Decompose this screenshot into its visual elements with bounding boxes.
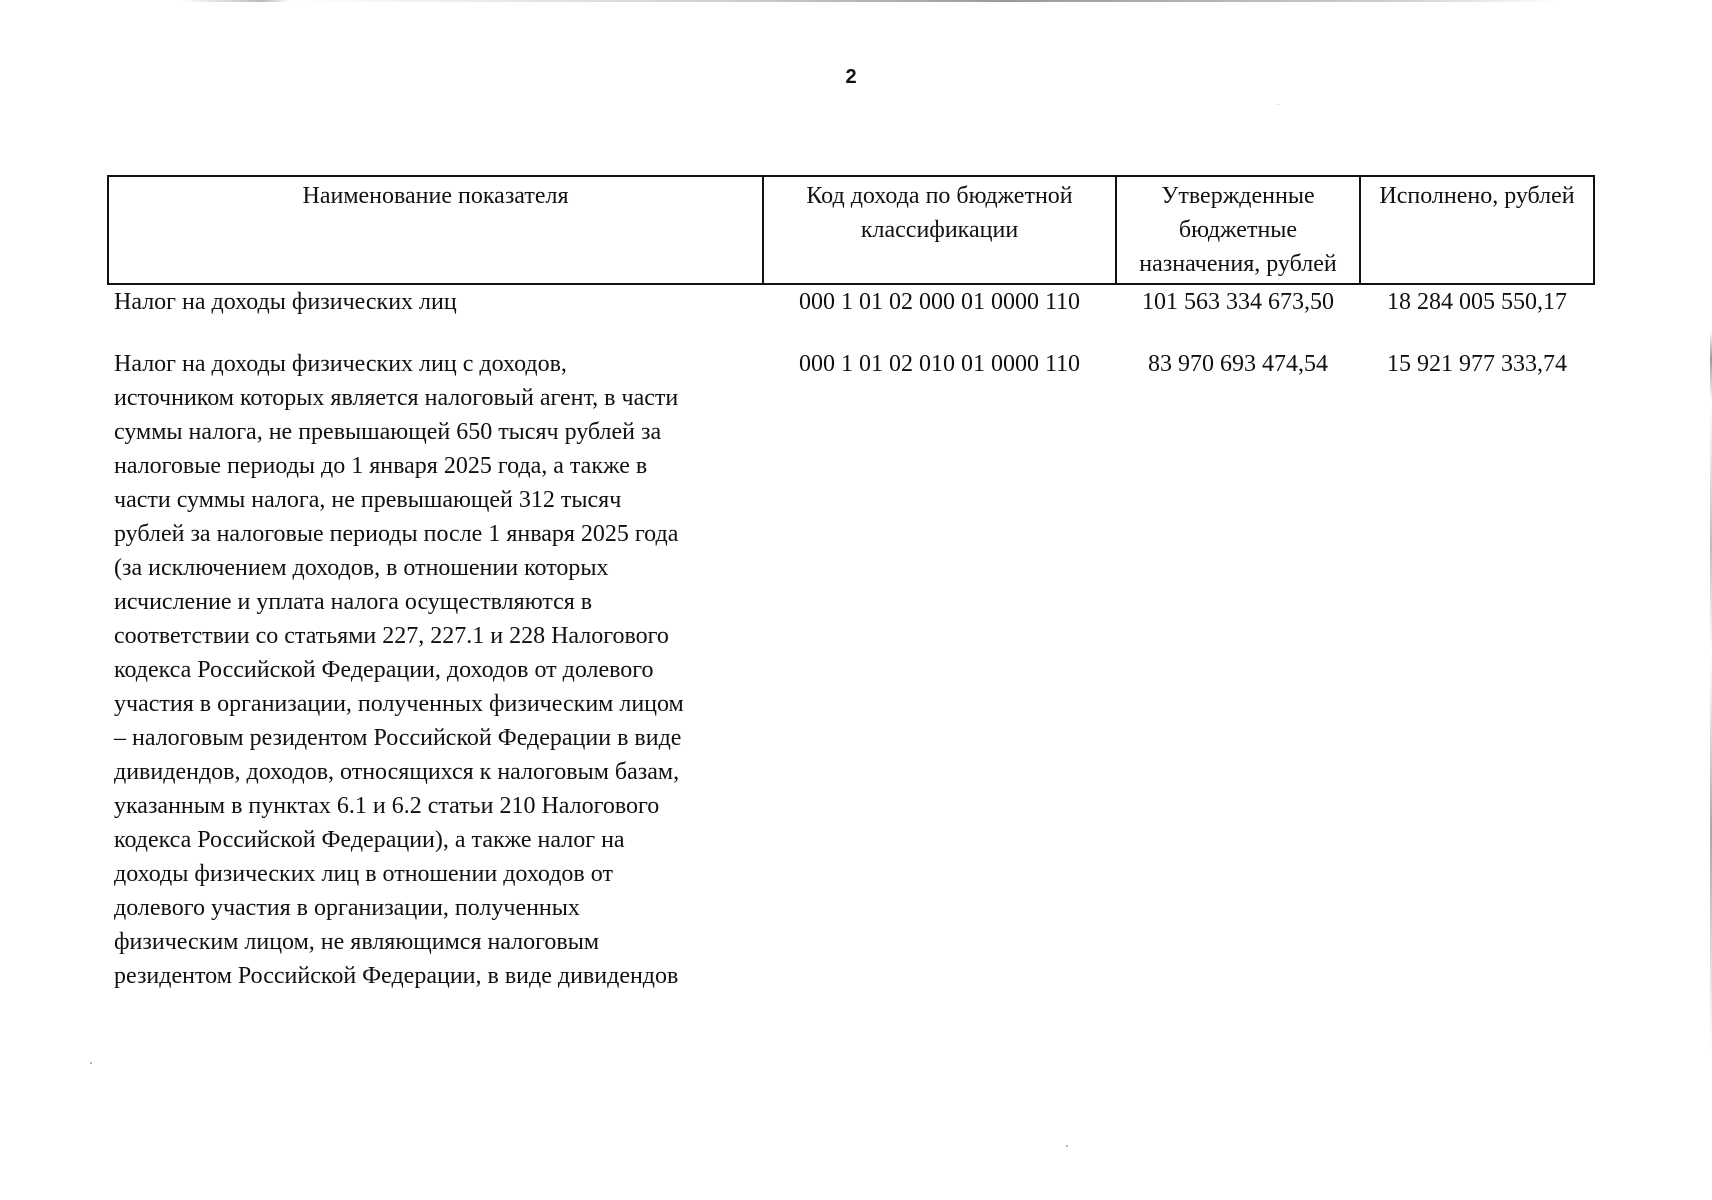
indicator-name-line: физическим лицом, не являющимся налоговым	[114, 929, 600, 955]
indicator-name-line: Налог на доходы физических лиц с доходов,	[114, 351, 567, 377]
page-number: 2	[845, 66, 857, 88]
indicator-name-cell	[108, 347, 763, 993]
indicator-name-line: налоговые периоды до 1 января 2025 года, а также в	[114, 453, 648, 479]
executed-amount-cell: 15 921 977 333,74	[1387, 351, 1567, 377]
indicator-name-line: указанным в пунктах 6.1 и 6.2 статьи 210 Налогового	[114, 793, 660, 819]
income-code-cell: 000 1 01 02 010 01 0000 110	[798, 351, 1081, 377]
indicator-name-line: части суммы налога, не превышающей 312 тысяч	[114, 487, 622, 513]
approved-amount-cell: 101 563 334 673,50	[1142, 289, 1334, 315]
scan-speck	[1066, 1145, 1068, 1147]
table-row	[108, 347, 1594, 993]
table-row	[108, 284, 1594, 347]
executed-amount-cell: 18 284 005 550,17	[1387, 289, 1567, 315]
indicator-name-line: дивидендов, доходов, относящихся к налоговым базам,	[114, 759, 680, 785]
indicator-name-line: (за исключением доходов, в отношении которых	[114, 555, 609, 581]
header-income-code: Код дохода по бюджетной классификации	[763, 176, 1116, 284]
indicator-name-line: участия в организации, полученных физическим лицом	[114, 691, 684, 717]
scan-speck	[90, 1062, 92, 1064]
indicator-name-cell	[108, 284, 763, 347]
scan-speck	[1278, 104, 1279, 105]
indicator-name-line: суммы налога, не превышающей 650 тысяч рублей за	[114, 419, 662, 445]
indicator-name-line: рублей за налоговые периоды после 1 января 2025 года	[114, 521, 679, 547]
approved-amount-cell: 83 970 693 474,54	[1148, 351, 1328, 377]
header-indicator-name: Наименование показателя	[108, 176, 763, 284]
income-code-cell: 000 1 01 02 000 01 0000 110	[798, 289, 1081, 315]
budget-execution-table	[107, 175, 1595, 993]
indicator-name-line: исчисление и уплата налога осуществляются в	[114, 589, 593, 615]
indicator-name-line: кодекса Российской Федерации, доходов от долевого	[114, 657, 654, 683]
indicator-name-line: соответствии со статьями 227, 227.1 и 228 Налогового	[114, 623, 669, 649]
table-header-row	[108, 176, 1594, 284]
indicator-name-line: Налог на доходы физических лиц	[114, 289, 457, 315]
indicator-name-line: резидентом Российской Федерации, в виде дивидендов	[114, 963, 679, 989]
scan-edge-top	[180, 0, 1560, 2]
header-executed-amount: Исполнено, рублей	[1360, 176, 1594, 284]
header-approved-amount: Утвержденные бюджетные назначения, рублей	[1116, 176, 1360, 284]
indicator-name-line: доходы физических лиц в отношении доходов от	[114, 861, 613, 887]
indicator-name-line: долевого участия в организации, полученных	[114, 895, 580, 921]
indicator-name-line: – налоговым резидентом Российской Федерации в виде	[114, 725, 682, 751]
indicator-name-line: кодекса Российской Федерации), а также налог на	[114, 827, 625, 853]
indicator-name-line: источником которых является налоговый агент, в части	[114, 385, 679, 411]
